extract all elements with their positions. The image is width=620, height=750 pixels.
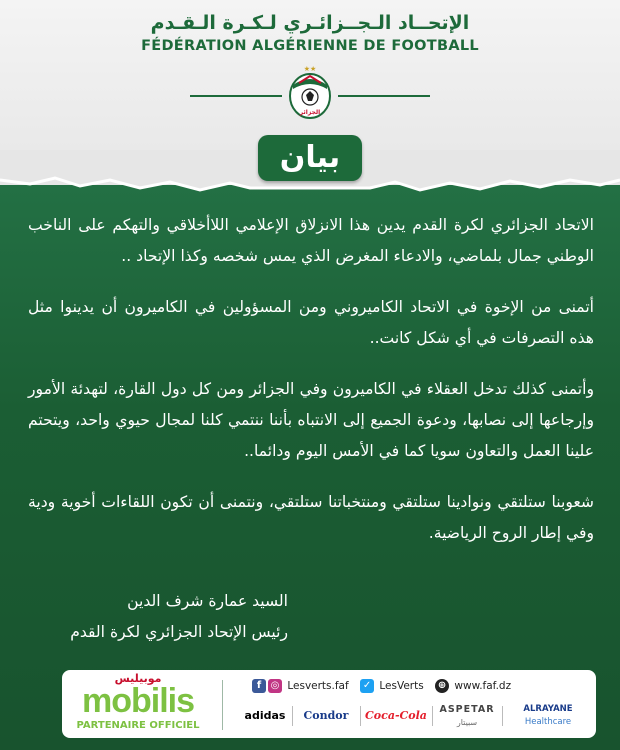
twitter-handle[interactable]: LesVerts (379, 680, 424, 692)
aspetar-logo (435, 702, 499, 730)
footer-divider (222, 680, 223, 730)
paragraph-2: أتمنى من الإخوة في الاتحاد الكاميروني ومن المسؤولين في الكاميرون أن يدينوا مثل هذه التصرفات في أي شكل كانت.. (28, 298, 594, 347)
official-partner-label: PARTENAIRE OFFICIEL (76, 720, 200, 731)
signatory-role: رئيس الإتحاد الجزائري لكرة القدم (70, 623, 288, 641)
header-divider-left (190, 95, 282, 97)
crest-stars: ★★ (303, 65, 317, 73)
sponsor-divider (432, 706, 433, 726)
social-links (252, 679, 511, 695)
paragraph-4: شعوبنا ستلتقي ونوادينا ستلتقي ومنتخباتنا ستلتقي، ونتمنى أن تكون اللقاءات أخوية ودية وفي إطار الروح الرياضية. (28, 493, 594, 542)
header-divider-right (338, 95, 430, 97)
alrayane-sub: Healthcare (524, 717, 572, 727)
facebook-instagram-handle[interactable]: Lesverts.faf (287, 680, 349, 692)
statement-body (28, 210, 594, 569)
mobilis-arabic: موبيليس (114, 672, 162, 685)
sponsor-divider (502, 706, 503, 726)
facebook-icon[interactable]: f (252, 679, 266, 693)
paragraph-1: الاتحاد الجزائري لكرة القدم يدين هذا الانزلاق الإعلامي اللاأخلاقي والتهكم على الناخب الوطني جمال بلماضي، والادعاء المغرض الذي يمس شخصه وكذا الإتحاد .. (28, 216, 594, 265)
sponsor-logos (240, 702, 590, 730)
paragraph-3: وأتمنى كذلك تدخل العقلاء في الكاميرون وفي الجزائر ومن كل دول القارة، لتهدئة الأمور وإرجاعها إلى نصابها، ودعوة الجميع إلى الانتباه بأننا ننتمي كلنا لمجال حيوي واحد، ويتحتم علينا العمل والتعاون سويا كما في الأمس اليوم ودائما.. (28, 380, 594, 460)
globe-icon: ⊕ (435, 679, 449, 693)
coca-cola-logo: Coca-Cola (365, 709, 427, 722)
mobilis-logo (62, 670, 214, 738)
federation-name-arabic: الإتحــاد الـجــزائـري لـكـرة الـقـدم (150, 12, 470, 34)
crest-label: الجزائر (299, 109, 321, 116)
instagram-icon[interactable]: ◎ (268, 679, 282, 693)
mobilis-wordmark: mobilis (81, 682, 195, 720)
signatory-name: السيد عمارة شرف الدين (127, 592, 288, 610)
condor-logo: Condor (303, 709, 349, 722)
title-badge (258, 135, 362, 181)
faf-crest-logo (285, 63, 335, 123)
page-title: بيان (279, 140, 341, 175)
alrayane-name: ALRAYANE (523, 704, 573, 714)
twitter-icon[interactable]: ✓ (360, 679, 374, 693)
sponsor-divider (292, 706, 293, 726)
website-link[interactable]: www.faf.dz (454, 680, 512, 692)
federation-name-french: FÉDÉRATION ALGÉRIENNE DE FOOTBALL (141, 38, 479, 54)
aspetar-arabic: سبيتار (456, 718, 478, 727)
sponsor-divider (360, 706, 361, 726)
alrayane-logo (506, 702, 590, 731)
aspetar-name: ASPETAR (439, 704, 495, 715)
signature-block (0, 586, 288, 648)
adidas-logo: adidas (244, 709, 286, 722)
